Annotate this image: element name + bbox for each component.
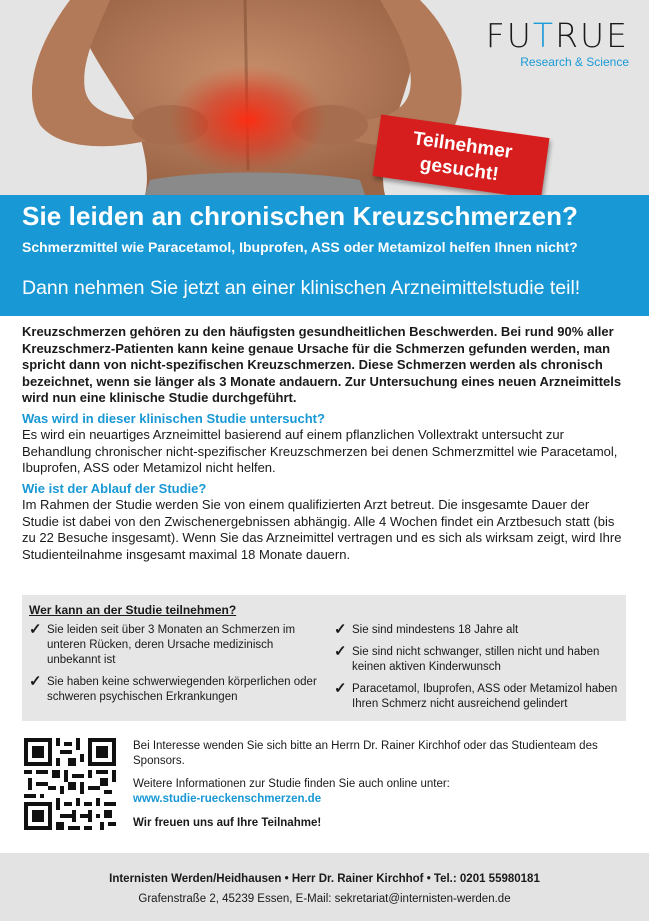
eligibility-panel <box>22 595 626 721</box>
checkmark-icon: ✓ <box>334 621 347 638</box>
checkmark-icon: ✓ <box>29 621 42 638</box>
intro-paragraph: Kreuzschmerzen gehören zu den häufigsten gesundheitlichen Beschwerden. Bei rund 90% aller Kreuzschmerz-Patienten kann keine genaue Ursache für die Schmerzen gefunden werden, man spricht dann von nicht-spezifischen Kreuzschmerzen. Diese Schmerzen werden als chronisch bezeichnet, wenn sie länger als 3 Monate andauern. Zur Untersuchung eines neuen Arzneimittels wird nun eine klinische Studie durchgeführt. <box>22 324 622 405</box>
question-study-subject: Was wird in dieser klinischen Studie untersucht? <box>22 410 325 426</box>
thanks-text: Wir freuen uns auf Ihre Teilnahme! <box>133 817 322 829</box>
answer-study-subject: Es wird ein neuartiges Arzneimittel basierend auf einem pflanzlichen Vollextrakt untersucht zur Behandlung chronischer nicht-spezifischer Kreuzschmerzen bei denen Schmerzmittel wie Paracetamol, Ibuprofen, ASS oder Metamizol nicht helfen. <box>22 427 618 475</box>
answer-study-procedure: Im Rahmen der Studie werden Sie von einem qualifizierten Arzt betreut. Die insgesamte Dauer der Studie ist dabei von den Zwischenergebnissen abhängig. Alle 4 Wochen findet ein Arztbesuch statt (bis zu 22 Besuche insgesamt). Wenn Sie das Arzneimittel vertragen und es sich als wirksam zeigt, wird Ihre Studienteilnahme insgesamt maximal 18 Monate dauern. <box>22 497 622 562</box>
checkmark-icon: ✓ <box>29 673 42 690</box>
study-website-link[interactable]: www.studie-rueckenschmerzen.de <box>133 792 322 805</box>
logo-wordmark: FUTRUE <box>485 16 629 55</box>
eligibility-list-right <box>334 623 624 719</box>
headline-banner <box>0 195 649 316</box>
main-content <box>22 324 626 563</box>
footer-practice-line: Internisten Werden/Heidhausen • Herr Dr. Rainer Kirchhof • Tel.: 0201 55980181 <box>109 873 540 885</box>
badge-line-1: Teilnehmer <box>411 128 514 163</box>
contact-text: Bei Interesse wenden Sie sich bitte an Herrn Dr. Rainer Kirchhof oder das Studienteam des Sponsors. <box>133 740 598 767</box>
footer-address-line: Grafenstraße 2, 45239 Essen, E-Mail: sekretariat@internisten-werden.de <box>138 893 511 905</box>
contact-section <box>133 739 623 840</box>
call-to-action: Dann nehmen Sie jetzt an einer klinischen Arzneimittelstudie teil! <box>22 277 581 299</box>
list-item: ✓ Sie sind mindestens 18 Jahre alt <box>334 621 519 638</box>
list-item: ✓ Sie leiden seit über 3 Monaten an Schmerzen im unteren Rücken, deren Ursache medizinisch unbekannt ist <box>29 621 296 666</box>
question-study-procedure: Wie ist der Ablauf der Studie? <box>22 480 207 496</box>
more-info-text: Weitere Informationen zur Studie finden Sie auch online unter: <box>133 778 450 790</box>
subheadline: Schmerzmittel wie Paracetamol, Ibuprofen, ASS oder Metamizol helfen Ihnen nicht? <box>22 239 578 255</box>
badge-line-2: gesucht! <box>418 153 500 186</box>
list-item: ✓ Paracetamol, Ibuprofen, ASS oder Metamizol haben Ihren Schmerz nicht ausreichend gelindert <box>334 680 618 710</box>
futrue-logo <box>486 18 629 69</box>
eligibility-list-left <box>29 623 319 712</box>
page-title: Sie leiden an chronischen Kreuzschmerzen? <box>22 201 579 231</box>
checkmark-icon: ✓ <box>334 680 347 697</box>
checkmark-icon: ✓ <box>334 643 347 660</box>
list-item: ✓ Sie sind nicht schwanger, stillen nicht und haben keinen aktiven Kinderwunsch <box>334 643 600 673</box>
list-item: ✓ Sie haben keine schwerwiegenden körperlichen oder schweren psychischen Erkrankungen <box>29 673 317 703</box>
logo-tagline: Research & Science <box>520 55 629 69</box>
hero-image <box>0 0 649 195</box>
eligibility-title: Wer kann an der Studie teilnehmen? <box>29 603 237 617</box>
footer <box>0 853 649 921</box>
qr-code-icon[interactable] <box>24 738 116 830</box>
